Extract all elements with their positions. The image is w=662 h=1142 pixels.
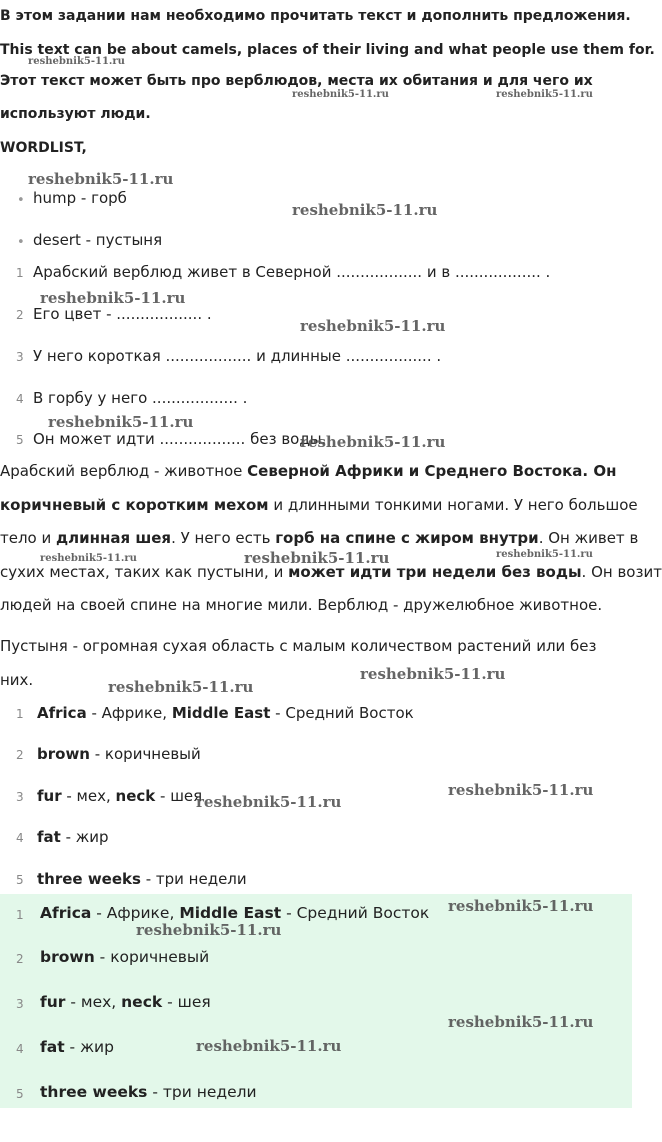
wordlist-item: desert - пустыня <box>33 231 163 249</box>
watermark: reshebnik5-11.ru <box>196 793 342 811</box>
watermark: reshebnik5-11.ru <box>48 413 194 431</box>
watermark: reshebnik5-11.ru <box>28 170 174 188</box>
intro-line-2: This text can be about camels, places of their living and what people use them for. <box>0 42 655 58</box>
task-number: 1 <box>16 266 24 280</box>
answer-item: three weeks - три недели <box>37 870 247 888</box>
task-number: 3 <box>16 350 24 364</box>
wordlist-item: hump - горб <box>33 189 127 207</box>
answer-item-highlighted: Africa - Африке, Middle East - Средний Восток <box>40 904 430 922</box>
watermark: reshebnik5-11.ru <box>300 433 446 451</box>
translation-line-4: сухих местах, таких как пустыни, и может идти три недели без воды. Он возит <box>0 563 662 581</box>
answer-number: 4 <box>16 1042 24 1056</box>
answer-item: brown - коричневый <box>37 745 201 763</box>
watermark: reshebnik5-11.ru <box>40 553 137 564</box>
answer-number: 3 <box>16 790 24 804</box>
watermark: reshebnik5-11.ru <box>300 317 446 335</box>
watermark: reshebnik5-11.ru <box>136 921 282 939</box>
watermark: reshebnik5-11.ru <box>448 897 594 915</box>
task-text: Его цвет - .................. . <box>33 305 212 323</box>
answer-item-highlighted: three weeks - три недели <box>40 1083 257 1101</box>
task-text: Он может идти .................. без воды. <box>33 430 327 448</box>
task-text: У него короткая .................. и длинные .................. . <box>33 347 442 365</box>
answer-number: 5 <box>16 873 24 887</box>
task-text: Арабский верблюд живет в Северной .................. и в .................. . <box>33 263 551 281</box>
watermark: reshebnik5-11.ru <box>108 678 254 696</box>
watermark: reshebnik5-11.ru <box>244 549 390 567</box>
task-number: 2 <box>16 308 24 322</box>
translation-line-2: коричневый с коротким мехом и длинными тонкими ногами. У него большое <box>0 496 638 514</box>
task-number: 5 <box>16 433 24 447</box>
answer-number: 2 <box>16 952 24 966</box>
translation-line-5: людей на своей спине на многие мили. Верблюд - дружелюбное животное. <box>0 596 603 614</box>
answer-number: 1 <box>16 908 24 922</box>
answer-item: fur - мех, neck - шея <box>37 787 203 805</box>
bullet-icon: • <box>17 235 25 250</box>
intro-line-3a: Этот текст может быть про верблюдов, места их обитания и для чего их <box>0 73 593 89</box>
answer-number: 1 <box>16 707 24 721</box>
task-text: В горбу у него .................. . <box>33 389 248 407</box>
watermark: reshebnik5-11.ru <box>40 289 186 307</box>
wordlist-title: WORDLIST, <box>0 140 87 156</box>
answer-item: Africa - Африке, Middle East - Средний Восток <box>37 704 414 722</box>
watermark: reshebnik5-11.ru <box>448 781 594 799</box>
task-number: 4 <box>16 392 24 406</box>
watermark: reshebnik5-11.ru <box>496 89 593 100</box>
answer-number: 3 <box>16 997 24 1011</box>
answer-item: fat - жир <box>37 828 109 846</box>
translation-line-3: тело и длинная шея. У него есть горб на спине с жиром внутри. Он живет в <box>0 529 639 547</box>
answer-number: 5 <box>16 1087 24 1101</box>
watermark: reshebnik5-11.ru <box>496 549 593 560</box>
answer-item-highlighted: fat - жир <box>40 1038 114 1056</box>
answer-number: 2 <box>16 748 24 762</box>
answer-item-highlighted: brown - коричневый <box>40 948 210 966</box>
bullet-icon: • <box>17 193 25 208</box>
watermark: reshebnik5-11.ru <box>448 1013 594 1031</box>
answer-item-highlighted: fur - мех, neck - шея <box>40 993 211 1011</box>
desert-definition-end: них. <box>0 671 34 689</box>
watermark: reshebnik5-11.ru <box>292 89 389 100</box>
desert-definition: Пустыня - огромная сухая область с малым количеством растений или без <box>0 637 597 655</box>
intro-line-1: В этом задании нам необходимо прочитать текст и дополнить предложения. <box>0 8 631 24</box>
watermark: reshebnik5-11.ru <box>292 201 438 219</box>
watermark: reshebnik5-11.ru <box>360 665 506 683</box>
watermark: reshebnik5-11.ru <box>28 56 125 67</box>
translation-line-1: Арабский верблюд - животное Северной Африки и Среднего Востока. Он <box>0 462 617 480</box>
intro-line-3b: используют люди. <box>0 106 151 122</box>
watermark: reshebnik5-11.ru <box>196 1037 342 1055</box>
answer-number: 4 <box>16 831 24 845</box>
